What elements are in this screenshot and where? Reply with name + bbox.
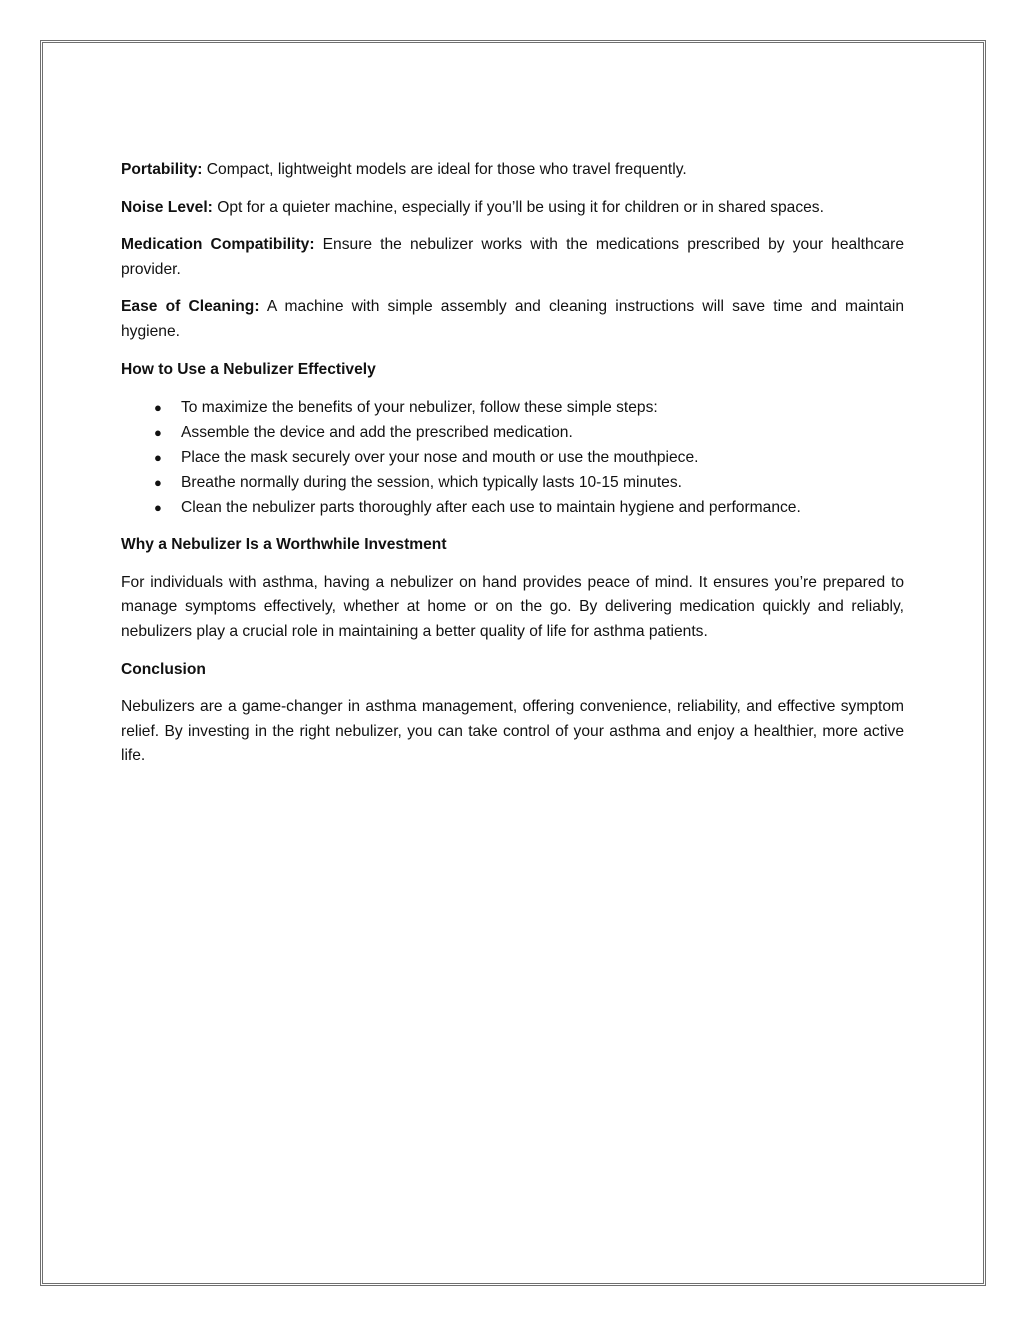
medication-compatibility-text: Ensure the nebulizer works with the medications prescribed by your healthcare provider. bbox=[121, 236, 905, 278]
list-item-text: Place the mask securely over your nose and mouth or use the mouthpiece. bbox=[181, 449, 699, 467]
bullet-icon: ● bbox=[154, 500, 162, 516]
document-body bbox=[121, 158, 904, 782]
list-item bbox=[121, 395, 904, 420]
medication-compatibility-paragraph bbox=[121, 233, 904, 282]
medication-compatibility-label: Medication Compatibility: bbox=[121, 236, 315, 254]
steps-list bbox=[121, 395, 904, 520]
ease-of-cleaning-text: A machine with simple assembly and cleaning instructions will save time and maintain hygiene. bbox=[121, 298, 904, 340]
list-item bbox=[121, 495, 904, 520]
noise-level-label: Noise Level: bbox=[121, 198, 213, 216]
noise-level-paragraph bbox=[121, 196, 904, 221]
portability-text: Compact, lightweight models are ideal for those who travel frequently. bbox=[202, 161, 687, 178]
worthwhile-investment-heading: Why a Nebulizer Is a Worthwhile Investment bbox=[121, 536, 447, 554]
list-item bbox=[121, 420, 904, 445]
list-item-text: Breathe normally during the session, which typically lasts 10-15 minutes. bbox=[181, 474, 682, 492]
ease-of-cleaning-paragraph bbox=[121, 295, 904, 344]
list-item-text: To maximize the benefits of your nebulizer, follow these simple steps: bbox=[181, 399, 658, 417]
portability-paragraph bbox=[121, 158, 904, 183]
conclusion-paragraph: Nebulizers are a game-changer in asthma management, offering convenience, reliability, and effective symptom relief. By investing in the right nebulizer, you can take control of your asthma and enjoy a healthier, more active life. bbox=[121, 698, 904, 765]
bullet-icon: ● bbox=[154, 450, 162, 466]
list-item-text: Clean the nebulizer parts thoroughly after each use to maintain hygiene and performance. bbox=[181, 499, 801, 517]
list-item bbox=[121, 470, 904, 495]
conclusion-heading: Conclusion bbox=[121, 660, 206, 678]
worthwhile-investment-paragraph: For individuals with asthma, having a nebulizer on hand provides peace of mind. It ensures you’re prepared to manage symptoms effectively, whether at home or on the go. By delivering medication quickly and reliably, nebulizers play a crucial role in maintaining a better quality of life for asthma patients. bbox=[121, 573, 904, 640]
bullet-icon: ● bbox=[154, 475, 162, 491]
portability-label: Portability: bbox=[121, 161, 203, 178]
bullet-icon: ● bbox=[154, 425, 162, 441]
how-to-use-heading: How to Use a Nebulizer Effectively bbox=[121, 360, 376, 378]
list-item bbox=[121, 445, 904, 470]
list-item-text: Assemble the device and add the prescribed medication. bbox=[181, 424, 573, 442]
bullet-icon: ● bbox=[154, 400, 162, 416]
ease-of-cleaning-label: Ease of Cleaning: bbox=[121, 298, 260, 316]
noise-level-text: Opt for a quieter machine, especially if you’ll be using it for children or in shared spaces. bbox=[212, 198, 824, 216]
